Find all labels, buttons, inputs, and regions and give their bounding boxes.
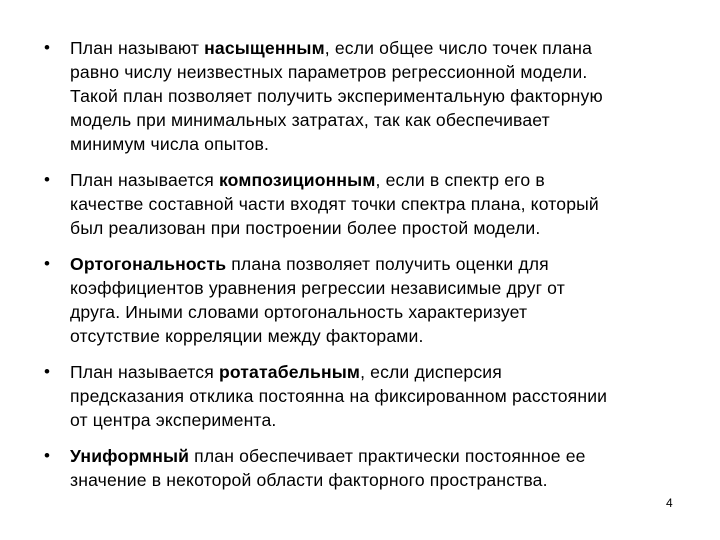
bullet-text bbox=[70, 360, 690, 432]
text-segment: , если общее число точек плана bbox=[324, 38, 593, 58]
text-line bbox=[70, 108, 690, 132]
bullet-mark: • bbox=[44, 254, 50, 273]
text-line bbox=[70, 216, 690, 240]
text-segment: друга. Иными словами ортогональность характеризует bbox=[70, 302, 528, 322]
text-segment: План называется bbox=[70, 170, 219, 190]
bullet-item bbox=[0, 360, 720, 432]
text-segment: равно числу неизвестных параметров регрессионной модели. bbox=[70, 62, 588, 82]
page-number: 4 bbox=[666, 496, 673, 510]
bullet-item bbox=[0, 168, 720, 240]
term-highlight: Ортогональность bbox=[70, 254, 227, 274]
text-line bbox=[70, 84, 690, 108]
text-segment: коэффициентов уравнения регрессии независимые друг от bbox=[70, 278, 565, 298]
text-line bbox=[70, 60, 690, 84]
text-segment: был реализован при построении более простой модели. bbox=[70, 218, 541, 238]
term-highlight: композиционным bbox=[218, 170, 376, 190]
term-highlight: ротатабельным bbox=[218, 362, 361, 382]
bullet-item bbox=[0, 36, 720, 156]
text-segment: от центра эксперимента. bbox=[70, 410, 277, 430]
bullet-item bbox=[0, 444, 720, 492]
term-highlight: Униформный bbox=[70, 446, 190, 466]
text-line bbox=[70, 192, 690, 216]
text-segment: Такой план позволяет получить экспериментальную факторную bbox=[70, 86, 603, 106]
term-highlight: насыщенным bbox=[204, 38, 325, 58]
text-line bbox=[70, 252, 690, 276]
text-segment: минимум числа опытов. bbox=[70, 134, 270, 154]
text-line bbox=[70, 300, 690, 324]
bullet-text bbox=[70, 36, 690, 156]
text-line bbox=[70, 132, 690, 156]
text-segment: отсутствие корреляции между факторами. bbox=[70, 326, 424, 346]
text-segment: предсказания отклика постоянна на фиксированном расстоянии bbox=[70, 386, 608, 406]
text-line bbox=[70, 408, 690, 432]
text-line bbox=[70, 468, 690, 492]
text-segment: план обеспечивает практически постоянное ее bbox=[189, 446, 586, 466]
bullet-mark: • bbox=[44, 38, 50, 57]
text-line bbox=[70, 276, 690, 300]
bullet-mark: • bbox=[44, 362, 50, 381]
text-line bbox=[70, 360, 690, 384]
text-segment: , если в спектр его в bbox=[375, 170, 545, 190]
bullet-text bbox=[70, 252, 690, 348]
bullet-mark: • bbox=[44, 446, 50, 465]
text-line bbox=[70, 384, 690, 408]
text-line bbox=[70, 168, 690, 192]
text-line bbox=[70, 444, 690, 468]
bullet-text bbox=[70, 444, 690, 492]
bullet-mark: • bbox=[44, 170, 50, 189]
text-segment: , если дисперсия bbox=[360, 362, 502, 382]
text-segment: качестве составной части входят точки спектра плана, который bbox=[70, 194, 599, 214]
text-segment: плана позволяет получить оценки для bbox=[226, 254, 549, 274]
text-line bbox=[70, 36, 690, 60]
text-segment: План называют bbox=[70, 38, 205, 58]
bullet-item bbox=[0, 252, 720, 348]
bullet-list bbox=[0, 36, 720, 504]
text-segment: План называется bbox=[70, 362, 219, 382]
text-segment: модель при минимальных затратах, так как обеспечивает bbox=[70, 110, 550, 130]
text-segment: значение в некоторой области факторного пространства. bbox=[70, 470, 548, 490]
bullet-text bbox=[70, 168, 690, 240]
text-line bbox=[70, 324, 690, 348]
